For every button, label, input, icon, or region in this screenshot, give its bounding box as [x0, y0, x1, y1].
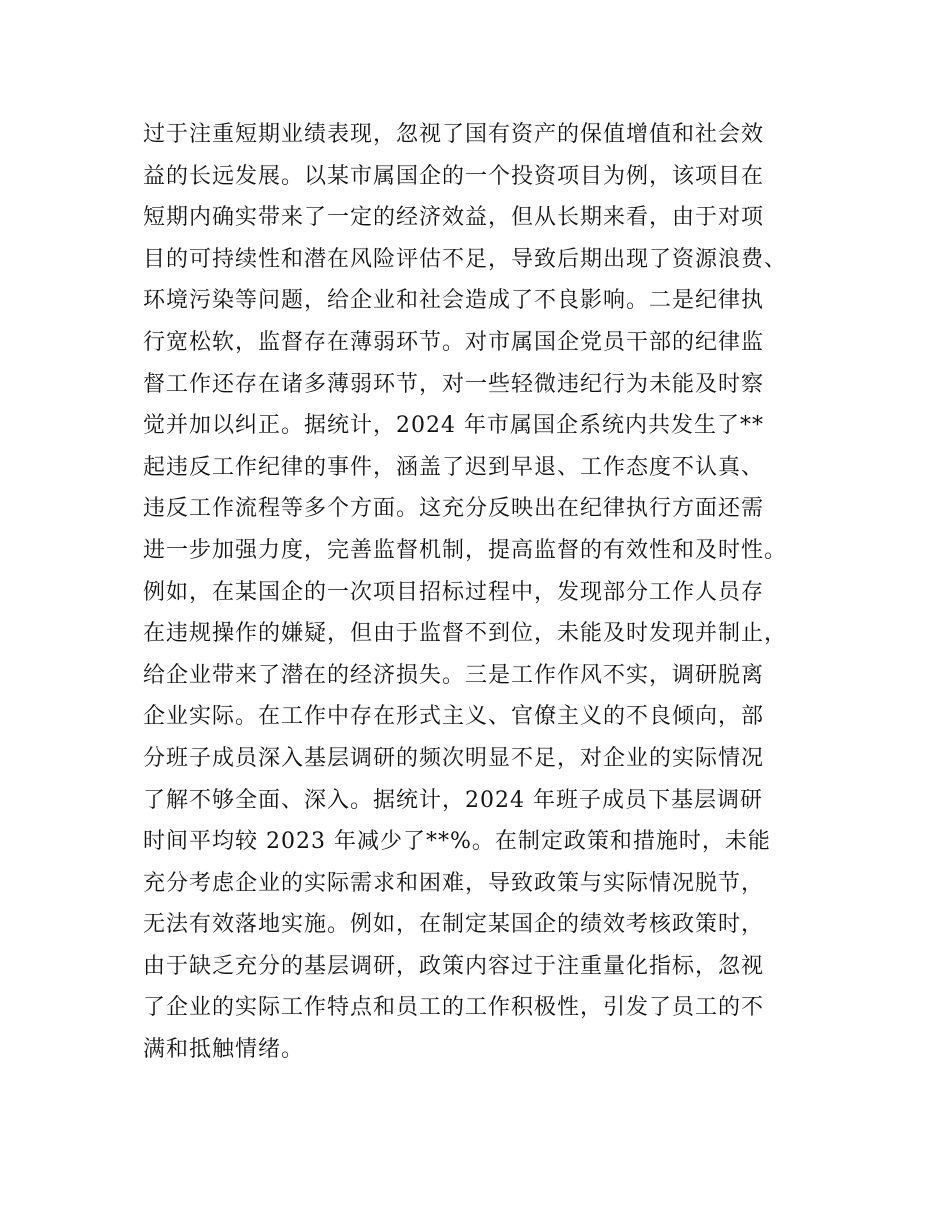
text-line: 满和抵触情绪。 [143, 1037, 305, 1063]
text-line: 充分考虑企业的实际需求和困难，导致政策与实际情况脱节， [143, 870, 765, 896]
text-line: 分班子成员深入基层调研的频次明显不足，对企业的实际情况 [143, 745, 765, 771]
text-line: 由于缺乏充分的基层调研，政策内容过于注重量化指标，忽视 [143, 953, 765, 979]
text-line: 环境污染等问题，给企业和社会造成了不良影响。二是纪律执 [143, 288, 765, 314]
text-line: 过于注重短期业绩表现，忽视了国有资产的保值增值和社会效 [143, 122, 765, 147]
text-line: 督工作还存在诸多薄弱环节，对一些轻微违纪行为未能及时察 [143, 371, 765, 397]
text-line: 益的长远发展。以某市属国企的一个投资项目为例，该项目在 [143, 163, 765, 189]
text-line: 违反工作流程等多个方面。这充分反映出在纪律执行方面还需 [143, 496, 765, 522]
text-line: 起违反工作纪律的事件，涵盖了迟到早退、工作态度不认真、 [143, 454, 765, 480]
text-line: 行宽松软，监督存在薄弱环节。对市属国企党员干部的纪律监 [143, 329, 765, 355]
text-line: 短期内确实带来了一定的经济效益，但从长期来看，由于对项 [143, 205, 765, 231]
text-line: 目的可持续性和潜在风险评估不足，导致后期出现了资源浪费、 [143, 246, 788, 272]
text-line: 企业实际。在工作中存在形式主义、官僚主义的不良倾向，部 [143, 704, 765, 730]
text-line: 了企业的实际工作特点和员工的工作积极性，引发了员工的不 [143, 995, 765, 1021]
body-paragraph [143, 114, 823, 1071]
text-line: 无法有效落地实施。例如，在制定某国企的绩效考核政策时， [143, 912, 765, 938]
text-line: 了解不够全面、深入。据统计，2024 年班子成员下基层调研 [143, 787, 763, 813]
text-line: 进一步加强力度，完善监督机制，提高监督的有效性和及时性。 [143, 537, 788, 563]
text-line: 在违规操作的嫌疑，但由于监督不到位，未能及时发现并制止， [143, 621, 788, 647]
text-line: 时间平均较 2023 年减少了**%。在制定政策和措施时，未能 [143, 829, 771, 855]
text-line: 给企业带来了潜在的经济损失。三是工作作风不实，调研脱离 [143, 662, 765, 688]
text-line: 觉并加以纠正。据统计，2024 年市属国企系统内共发生了** [143, 413, 764, 439]
text-line: 例如，在某国企的一次项目招标过程中，发现部分工作人员存 [143, 579, 765, 605]
